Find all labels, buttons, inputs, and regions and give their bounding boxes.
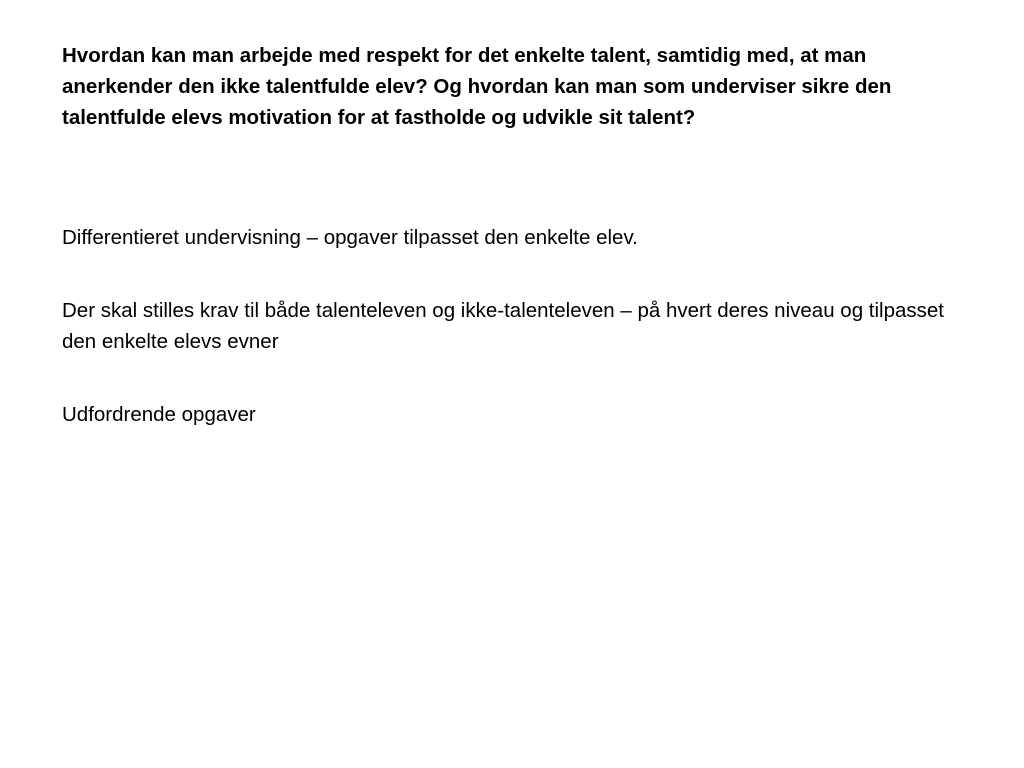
slide-title: Hvordan kan man arbejde med respekt for det enkelte talent, samtidig med, at man anerkender den ikke talentfulde elev? Og hvordan kan man som underviser sikre den talentfulde elevs motivation for at fastholde og udvikle sit talent? — [62, 44, 892, 129]
paragraph-differentiated-teaching: Differentieret undervisning – opgaver tilpasset den enkelte elev. — [62, 226, 638, 249]
slide-body — [62, 222, 982, 472]
paragraph-challenging-tasks: Udfordrende opgaver — [62, 403, 256, 426]
paragraph-requirements: Der skal stilles krav til både talenteleven og ikke-talenteleven – på hvert deres niveau og tilpasset den enkelte elevs evner — [62, 299, 944, 353]
